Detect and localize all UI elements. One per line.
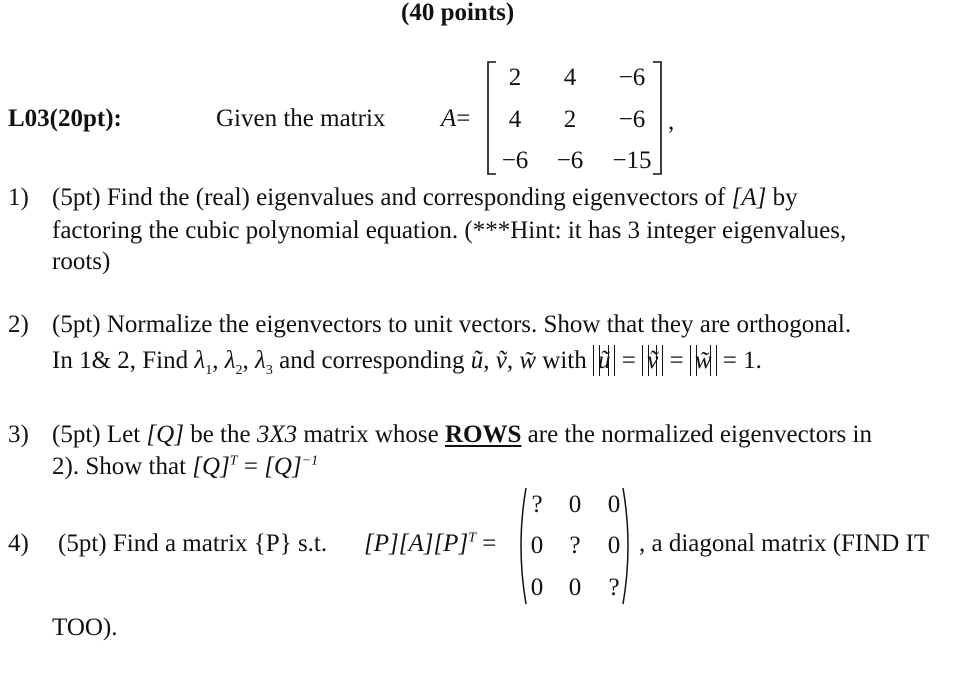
q4-text: (5pt) Find a matrix {P} s.t. — [58, 530, 328, 557]
q1-line1: (5pt) Find the (real) eigenvalues and corresponding eigenvectors of [A] by — [52, 184, 798, 211]
norm-v: ṽ — [642, 348, 663, 373]
q4-text-tail: , a diagonal matrix (FIND IT — [639, 530, 930, 557]
problem-id: L03(20pt): — [8, 105, 122, 132]
matrix-a-comma: , — [668, 108, 675, 135]
q1-line3: roots) — [52, 248, 111, 275]
page-title: (40 points) — [401, 0, 515, 26]
problem-intro: Given the matrix — [216, 105, 386, 132]
rows-emphasis: ROWS — [445, 421, 522, 448]
q4-number: 4) — [8, 530, 29, 557]
q4-text-end: TOO). — [52, 614, 118, 641]
q3-number: 3) — [8, 421, 29, 448]
matrix-d-right-paren — [621, 487, 635, 605]
q1-number: 1) — [8, 184, 29, 211]
norm-w: w̃ — [690, 348, 717, 373]
q2-number: 2) — [8, 311, 29, 338]
q1-line2: factoring the cubic polynomial equation. (***Hint: it has 3 integer eigenvalues, — [52, 217, 847, 244]
norm-u: ũ — [593, 348, 616, 373]
matrix-a-label: A= — [441, 105, 471, 132]
q4-expression: $[P][A][P]^T$ = — [364, 530, 497, 557]
q2-line1: (5pt) Normalize the eigenvectors to unit vectors. Show that they are orthogonal. — [52, 311, 852, 338]
q3-line1: (5pt) Let [Q] be the 3X3 matrix whose ROWS are the normalized eigenvectors in — [52, 421, 872, 448]
matrix-d-left-paren — [514, 487, 528, 605]
q3-line2: 2). Show that $[Q]^T = [Q]^{-1}$ — [52, 453, 319, 480]
matrix-a-left-bracket — [486, 61, 498, 176]
matrix-a-right-bracket — [652, 61, 664, 176]
q2-line2: In 1& 2, Find $\lambda_1$, $\lambda_2$, $\lambda_3$ and corresponding ũ, ṽ, w̃ with ũ = ṽ = w̃ = 1. — [52, 347, 762, 378]
